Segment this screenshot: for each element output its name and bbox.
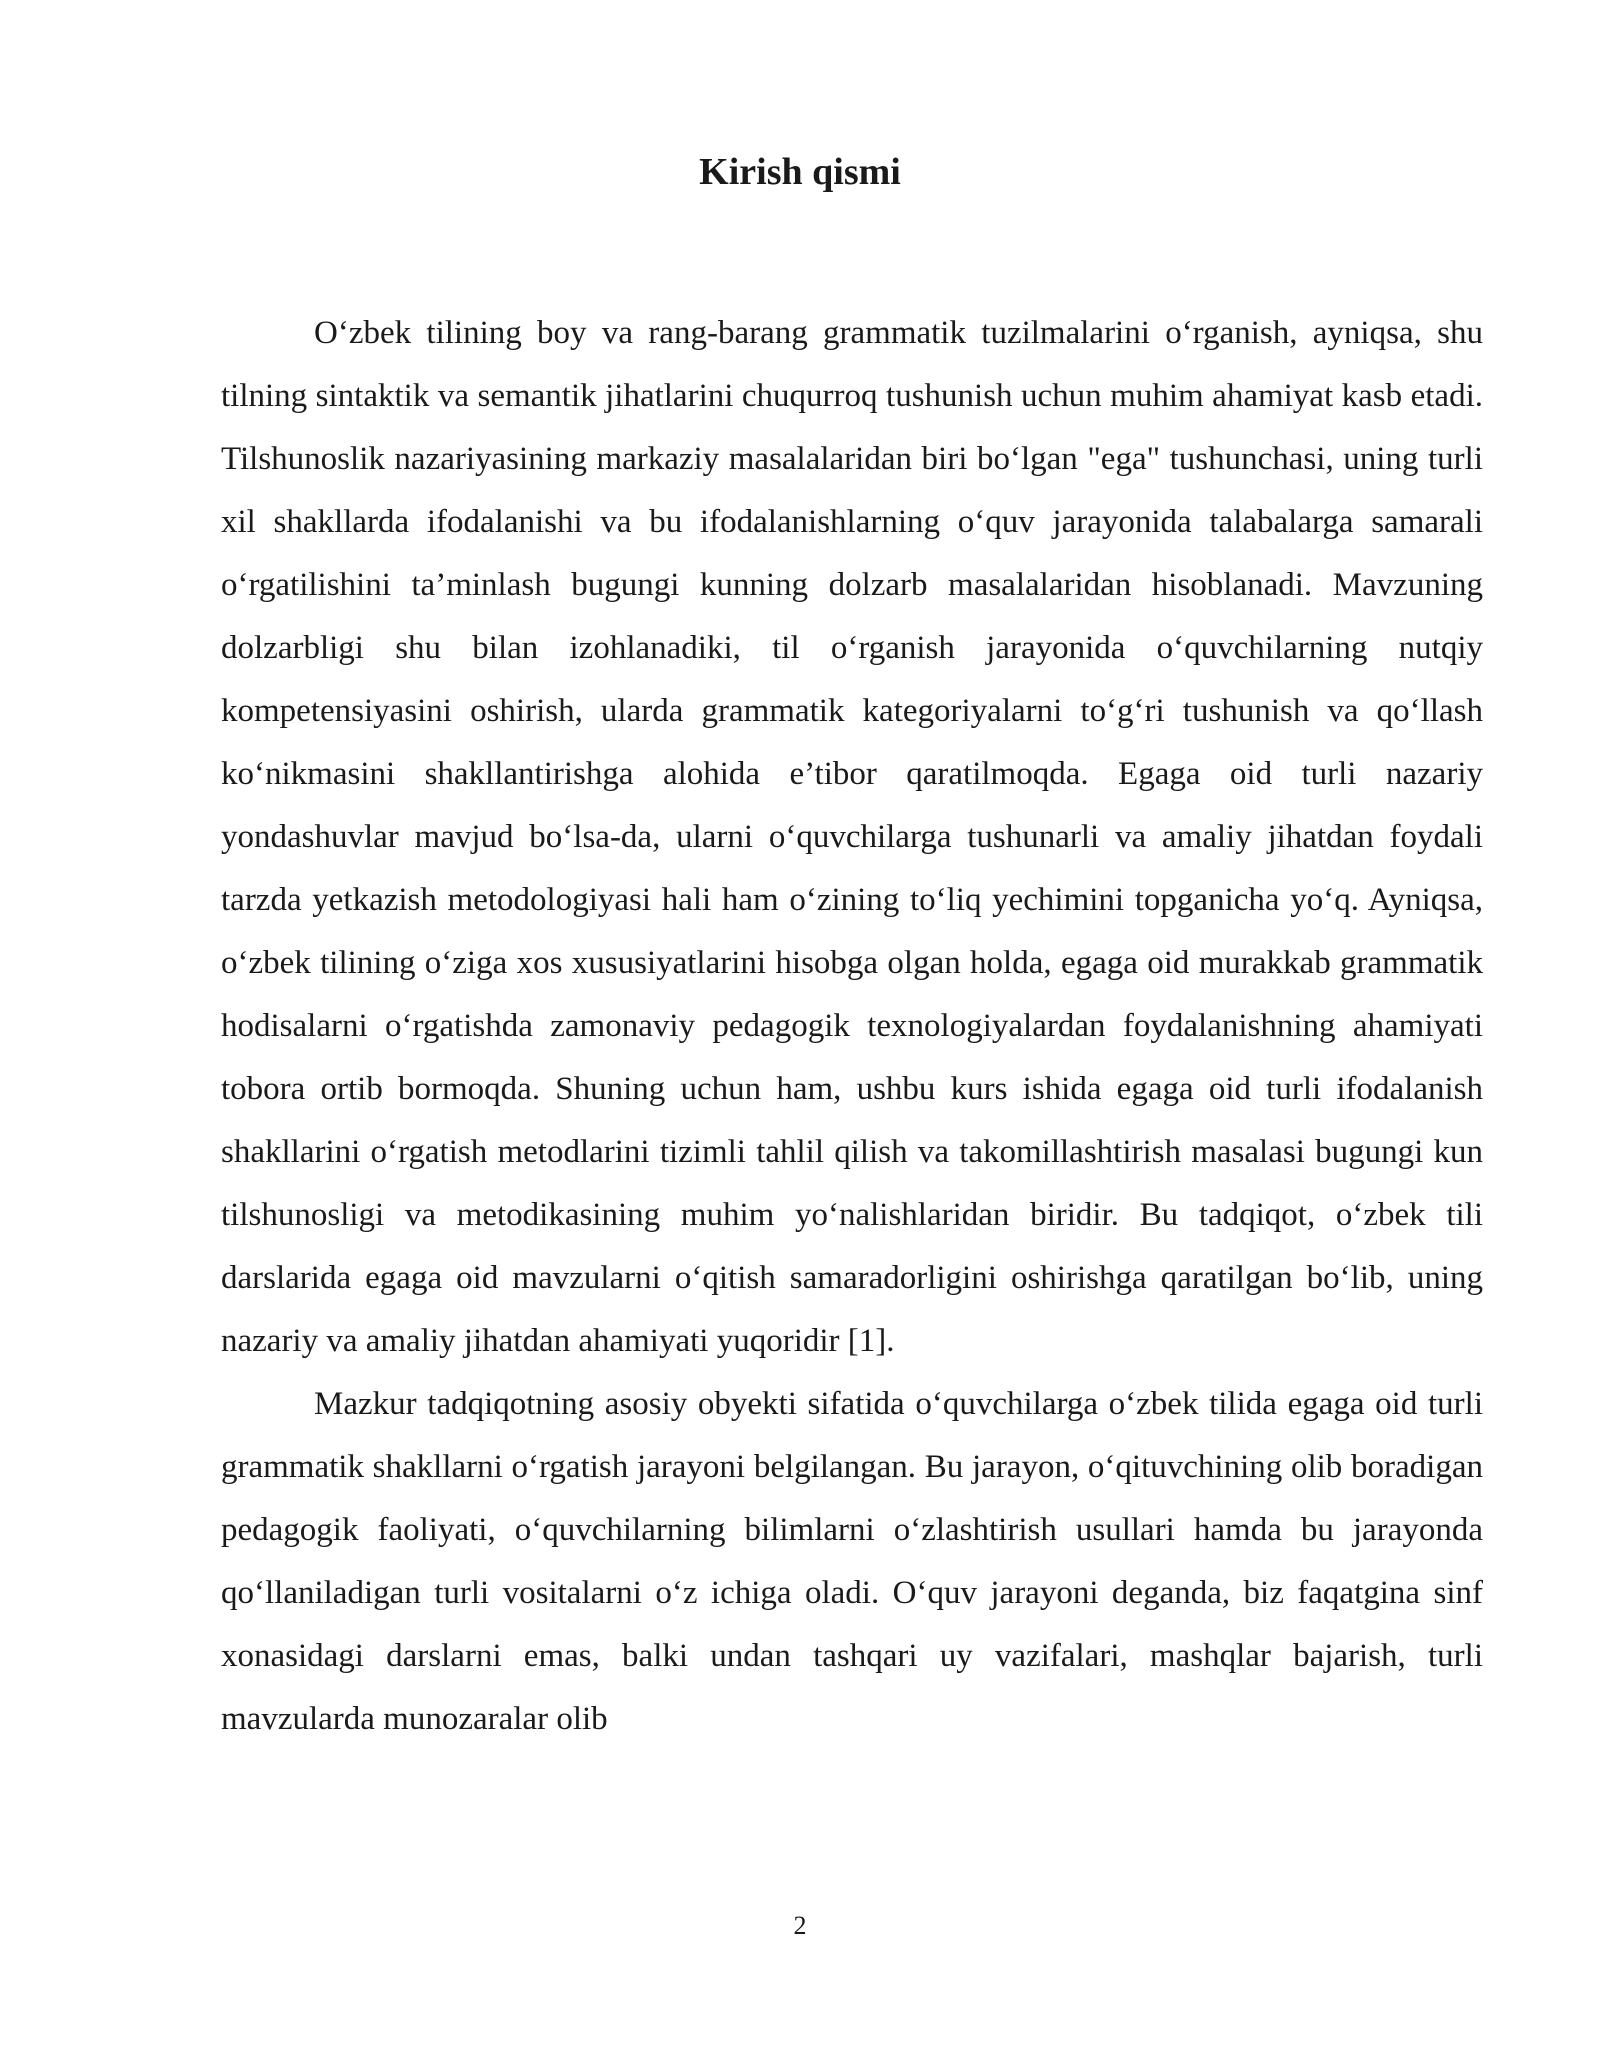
page-title: Kirish qismi: [699, 151, 901, 193]
page-number: 2: [793, 1911, 807, 1940]
body-text: [221, 302, 1483, 1751]
paragraph-1: O‘zbek tilining boy va rang-barang grammatik tuzilmalarini o‘rganish, ayniqsa, shu tilning sintaktik va semantik jihatlarini chuqurroq tushunish uchun muhim ahamiyat kasb etadi. Tilshunoslik nazariyasining markaziy masalalaridan biri bo‘lgan "ega" tushunchasi, uning turli xil shakllarda ifodalanishi va bu ifodalanishlarning o‘quv jarayonida talabalarga samarali o‘rgatilishini ta’minlash bugungi kunning dolzarb masalalaridan hisoblanadi. Mavzuning dolzarbligi shu bilan izohlanadiki, til o‘rganish jarayonida o‘quvchilarning nutqiy kompetensiyasini oshirish, ularda grammatik kategoriyalarni to‘g‘ri tushunish va qo‘llash ko‘nikmasini shakllantirishga alohida e’tibor qaratilmoqda. Egaga oid turli nazariy yondashuvlar mavjud bo‘lsa-da, ularni o‘quvchilarga tushunarli va amaliy jihatdan foydali tarzda yetkazish metodologiyasi hali ham o‘zining to‘liq yechimini topganicha yo‘q. Ayniqsa, o‘zbek tilining o‘ziga xos xususiyatlarini hisobga olgan holda, egaga oid murakkab grammatik hodisalarni o‘rgatishda zamonaviy pedagogik texnologiyalardan foydalanishning ahamiyati tobora ortib bormoqda. Shuning uchun ham, ushbu kurs ishida egaga oid turli ifodalanish shakllarini o‘rgatish metodlarini tizimli tahlil qilish va takomillashtirish masalasi bugungi kun tilshunosligi va metodikasining muhim yo‘nalishlaridan biridir. Bu tadqiqot, o‘zbek tili darslarida egaga oid mavzularni o‘qitish samaradorligini oshirishga qaratilgan bo‘lib, uning nazariy va amaliy jihatdan ahamiyati yuqoridir [1].: [221, 315, 1483, 1359]
paragraph-2: Mazkur tadqiqotning asosiy obyekti sifatida o‘quvchilarga o‘zbek tilida egaga oid turli grammatik shakllarni o‘rgatish jarayoni belgilangan. Bu jarayon, o‘qituvchining olib boradigan pedagogik faoliyati, o‘quvchilarning bilimlarni o‘zlashtirish usullari hamda bu jarayonda qo‘llaniladigan turli vositalarni o‘z ichiga oladi. O‘quv jarayoni deganda, biz faqatgina sinf xonasidagi darslarni emas, balki undan tashqari uy vazifalari, mashqlar bajarish, turli mavzularda munozaralar olib: [221, 1386, 1483, 1737]
